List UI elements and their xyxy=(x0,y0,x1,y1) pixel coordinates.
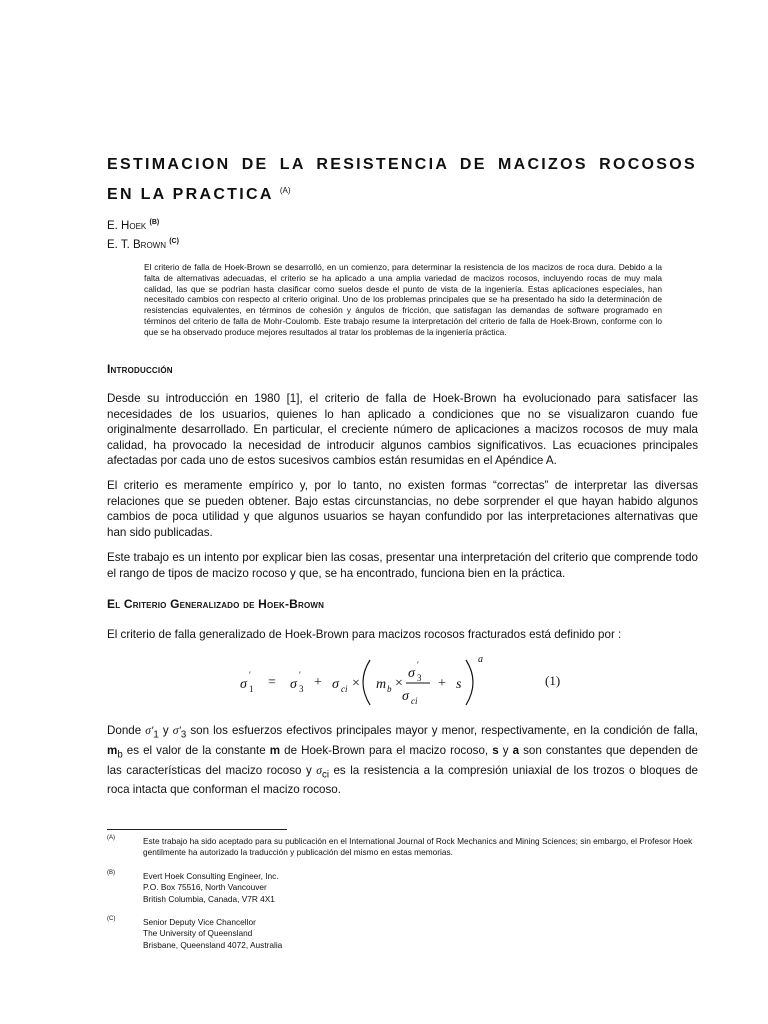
abstract: El criterio de falla de Hoek-Brown se desarrolló, en un comienzo, para determinar la resistencia de los macizos de roca dura. Debido a la falta de alternativas adecuadas, el criterio se ha aplicado a una amplia variedad de macizos rocosos, incluyendo rocas de muy mala calidad, las que se podrían hasta clasificar como suelos desde el punto de vista de la ingeniería. Estas aplicaciones especiales, han necesitado cambios con respecto al criterio original. Uno de los problemas principales que se ha presentado ha sido la determinación de resistencias equivalentes, en términos de cohesión y ángulos de fricción, que satisfagan las demandas de software programado en términos del criterio de falla de Mohr-Coulomb. Este trabajo resume la interpretación del criterio de falla de Hoek-Brown, conforme con lo que se ha observado produce mejores resultados al tratar los problemas de la ingeniería práctica. xyxy=(144,262,662,337)
paper-title xyxy=(107,152,697,208)
svg-text:σ: σ xyxy=(332,677,339,692)
svg-text:′: ′ xyxy=(417,660,419,670)
footnote-mark: (A) xyxy=(107,835,115,841)
paragraph: El criterio de falla generalizado de Hoek-Brown para macizos rocosos fracturados está definido por : xyxy=(107,628,622,641)
paragraph: Desde su introducción en 1980 [1], el criterio de falla de Hoek-Brown ha evolucionado para satisfacer las necesidades de los usuarios, quienes lo han aplicado a condiciones que no se visualizaron cuando fue originalmente desarrollado. En particular, el creciente número de aplicaciones a macizos rocosos de muy mala calidad, ha provocado la necesidad de introducir algunos cambios significativos. Las ecuaciones principales afectadas por cada uno de estos sucesivos cambios están resumidas en el Apéndice A. xyxy=(107,392,698,467)
author-mark: (C) xyxy=(169,238,179,245)
footnote-text: Evert Hoek Consulting Engineer, Inc. P.O. Box 75516, North Vancouver British Columbia, Canada, V7R 4X1 xyxy=(143,871,279,904)
author-hoek: E. Hoek $^{(B)}$ xyxy=(107,219,160,232)
footnote-text: Este trabajo ha sido aceptado para su publicación en el International Journal of Rock Mechanics and Mining Sciences; sin embargo, el Profesor Hoek gentilmente ha autorizado la traducción y publicación del mismo en estas memorias. xyxy=(143,836,693,858)
hoek-brown-equation xyxy=(230,650,580,710)
svg-text:s: s xyxy=(456,677,462,692)
svg-text:′: ′ xyxy=(249,670,251,680)
section-heading-criterio: El Criterio Generalizado de Hoek-Brown xyxy=(107,597,325,611)
svg-text:σ: σ xyxy=(290,677,297,692)
footnote-mark: (C) xyxy=(107,916,116,922)
symbol-definitions: Donde $\sigma'_1$ y $\sigma'_3$ son los esfuerzos efectivos principales mayor y menor, respectivamente, en la condición de falla, $m_b$ es el valor de la constante m de Hoek-Brown para el macizo rocoso, s y a son constantes que dependen de las características del macizo rocoso y $\sigma_{ci}$ es la resistencia a la compresión uniaxial de los trozos o bloques de roca intacta que conforman el macizo rocoso. xyxy=(107,724,698,797)
svg-text:σ: σ xyxy=(240,677,247,692)
svg-text:1: 1 xyxy=(249,684,254,694)
svg-text:×: × xyxy=(395,676,403,691)
paragraph: El criterio es meramente empírico y, por lo tanto, no existen formas “correctas” de interpretar las diversas relaciones que se pueden obtener. Bajo estas circunstancias, no debe sorprender el que hayan habido algunos cambios de poca utilidad y que algunos usuarios se hayan confundido por las interpretaciones alternativas que han sido publicadas. xyxy=(107,479,698,539)
svg-text:3: 3 xyxy=(417,673,422,683)
author-mark: (B) xyxy=(149,219,160,226)
svg-text:3: 3 xyxy=(299,684,304,694)
svg-text:σ: σ xyxy=(402,689,409,704)
svg-text:ci: ci xyxy=(341,684,348,694)
equation-number: (1) xyxy=(545,673,561,688)
svg-text:a: a xyxy=(478,654,483,665)
title-footnote-mark: (A) xyxy=(279,186,291,195)
svg-text:b: b xyxy=(387,684,392,694)
footnote-rule xyxy=(107,829,287,830)
svg-text:×: × xyxy=(352,676,360,691)
svg-text:′: ′ xyxy=(299,670,301,680)
footnote-text: Senior Deputy Vice Chancellor The University of Queensland Brisbane, Queensland 4072, Australia xyxy=(143,917,283,950)
svg-text:σ: σ xyxy=(408,666,415,681)
author-list xyxy=(107,215,179,253)
svg-text:+: + xyxy=(314,675,322,690)
svg-text:=: = xyxy=(268,675,276,690)
paragraph: Este trabajo es un intento por explicar bien las cosas, presentar una interpretación del criterio que comprende todo el rango de tipos de macizo rocoso y que, se ha encontrado, funciona bien en la práctica. xyxy=(107,551,698,580)
section-heading-introduccion: Introducción xyxy=(107,362,173,376)
svg-text:+: + xyxy=(438,676,446,691)
author-brown: E. T. Brown $^{(C)}$ xyxy=(107,238,179,251)
svg-text:ci: ci xyxy=(411,696,418,706)
paper-title-text: ESTIMACION DE LA RESISTENCIA DE MACIZOS ROCOSOS EN LA PRACTICA xyxy=(107,156,697,203)
footnote-mark: (B) xyxy=(107,870,115,876)
svg-text:m: m xyxy=(376,677,387,692)
